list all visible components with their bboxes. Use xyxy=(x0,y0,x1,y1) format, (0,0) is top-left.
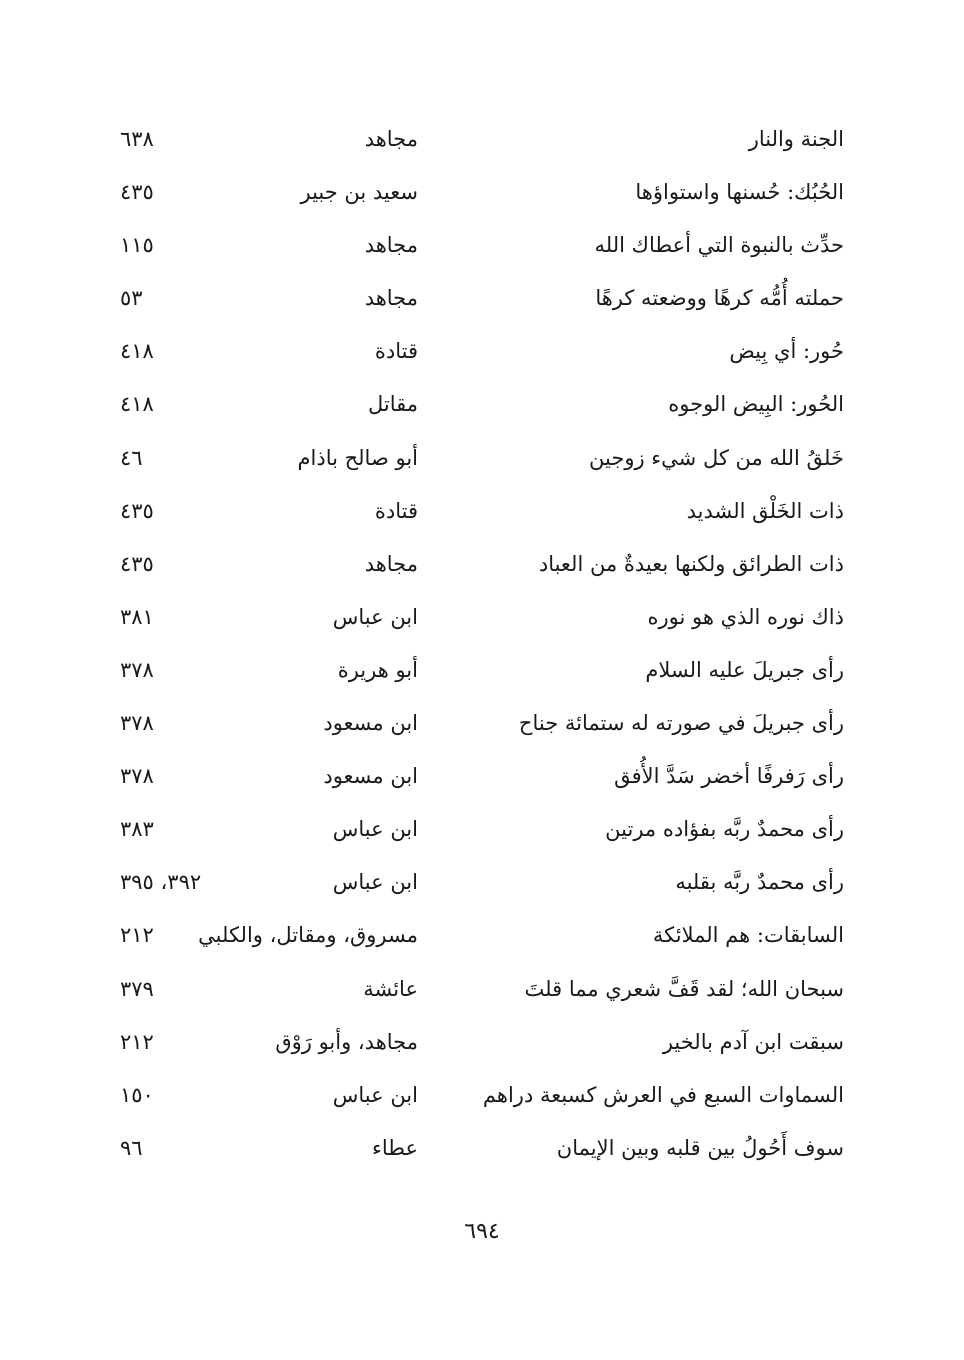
page-references: ٣٨١ xyxy=(120,604,154,629)
phrase-text: رأى جبريلَ في صورته له ستمائة جناح xyxy=(518,711,844,736)
index-row xyxy=(120,1016,844,1069)
page-references: ٤٣٥ xyxy=(120,180,154,205)
index-row xyxy=(120,963,844,1016)
index-table xyxy=(120,113,844,1175)
narrator-name: مجاهد xyxy=(364,551,418,576)
phrase-text: سوف أَحُولُ بين قلبه وبين الإيمان xyxy=(556,1135,844,1160)
index-row xyxy=(120,485,844,538)
phrase-text: حُور: أي بِيض xyxy=(729,339,844,364)
narrator-name: ابن مسعود xyxy=(323,764,418,789)
index-row xyxy=(120,1069,844,1122)
narrator-name: مجاهد، وأبو رَوْق xyxy=(275,1029,418,1054)
index-row xyxy=(120,697,844,750)
phrase-text: خَلقُ الله من كل شيء زوجين xyxy=(589,445,844,470)
phrase-text: سبقت ابن آدم بالخير xyxy=(662,1029,844,1054)
page-references: ٣٧٨ xyxy=(120,711,154,736)
index-row xyxy=(120,325,844,378)
page-references: ٤٦ xyxy=(120,445,143,470)
narrator-name: ابن عباس xyxy=(332,604,418,629)
phrase-text: رأى محمدٌ ربَّه بفؤاده مرتين xyxy=(605,817,844,842)
narrator-name: مجاهد xyxy=(364,286,418,311)
index-row xyxy=(120,113,844,166)
page-references: ٣٧٨ xyxy=(120,657,154,682)
narrator-name: أبو هريرة xyxy=(337,657,418,682)
narrator-name: ابن مسعود xyxy=(323,711,418,736)
index-row xyxy=(120,538,844,591)
narrator-name: مسروق، ومقاتل، والكلبي xyxy=(198,923,418,948)
page-references: ٤١٨ xyxy=(120,392,154,417)
index-row xyxy=(120,644,844,697)
narrator-name: سعيد بن جبير xyxy=(300,180,418,205)
phrase-text: السماوات السبع في العرش كسبعة دراهم xyxy=(482,1082,844,1107)
page-references: ٣٧٨ xyxy=(120,764,154,789)
phrase-text: سبحان الله؛ لقد قَفَّ شعري مما قلتَ xyxy=(524,976,844,1001)
narrator-name: عائشة xyxy=(363,976,418,1001)
index-row xyxy=(120,909,844,962)
index-row xyxy=(120,750,844,803)
page-references: ١٥٠ xyxy=(120,1082,154,1107)
narrator-name: ابن عباس xyxy=(332,870,418,895)
phrase-text: ذات الطرائق ولكنها بعيدةٌ من العباد xyxy=(538,551,844,576)
index-row xyxy=(120,432,844,485)
narrator-name: مجاهد xyxy=(364,127,418,151)
page-references: ٣٨٣ xyxy=(120,817,154,842)
index-row xyxy=(120,856,844,909)
page-references: ٢١٢ xyxy=(120,923,154,948)
page-references: ٤١٨ xyxy=(120,339,154,364)
phrase-text: حدِّث بالنبوة التي أعطاك الله xyxy=(594,233,844,258)
phrase-text: حملته أُمُّه كرهًا ووضعته كرهًا xyxy=(595,286,844,311)
index-row xyxy=(120,591,844,644)
narrator-name: عطاء xyxy=(371,1135,418,1160)
page-references: ٤٣٥ xyxy=(120,498,154,523)
index-row xyxy=(120,219,844,272)
page-references: ٦٣٨ xyxy=(120,127,154,151)
page-references: ٢١٢ xyxy=(120,1029,154,1054)
index-row xyxy=(120,1122,844,1175)
phrase-text: الحُور: البِيض الوجوه xyxy=(668,392,844,417)
page-number: ٦٩٤ xyxy=(464,1219,500,1244)
narrator-name: ابن عباس xyxy=(332,1082,418,1107)
page-references: ٥٣ xyxy=(120,286,143,311)
index-row xyxy=(120,803,844,856)
page-references: ١١٥ xyxy=(120,233,154,258)
phrase-text: السابقات: هم الملائكة xyxy=(652,923,844,948)
page-references: ٣٩٢، ٣٩٥ xyxy=(120,870,202,895)
narrator-name: مجاهد xyxy=(364,233,418,258)
narrator-name: ابن عباس xyxy=(332,817,418,842)
phrase-text: الجنة والنار xyxy=(748,127,844,151)
narrator-name: أبو صالح باذام xyxy=(297,445,418,470)
index-row xyxy=(120,378,844,431)
index-row xyxy=(120,272,844,325)
page-references: ٣٧٩ xyxy=(120,976,154,1001)
page-references: ٩٦ xyxy=(120,1135,143,1160)
narrator-name: قتادة xyxy=(374,339,418,364)
phrase-text: ذاك نوره الذي هو نوره xyxy=(647,604,844,629)
phrase-text: ذات الخَلْق الشديد xyxy=(686,498,844,523)
narrator-name: مقاتل xyxy=(367,392,418,417)
narrator-name: قتادة xyxy=(374,498,418,523)
page-references: ٤٣٥ xyxy=(120,551,154,576)
phrase-text: الحُبُك: حُسنها واستواؤها xyxy=(635,180,844,205)
phrase-text: رأى جبريلَ عليه السلام xyxy=(645,657,844,682)
phrase-text: رأى رَفرفًا أخضر سَدَّ الأُفق xyxy=(614,764,844,789)
index-row xyxy=(120,166,844,219)
phrase-text: رأى محمدٌ ربَّه بقلبه xyxy=(675,870,844,895)
